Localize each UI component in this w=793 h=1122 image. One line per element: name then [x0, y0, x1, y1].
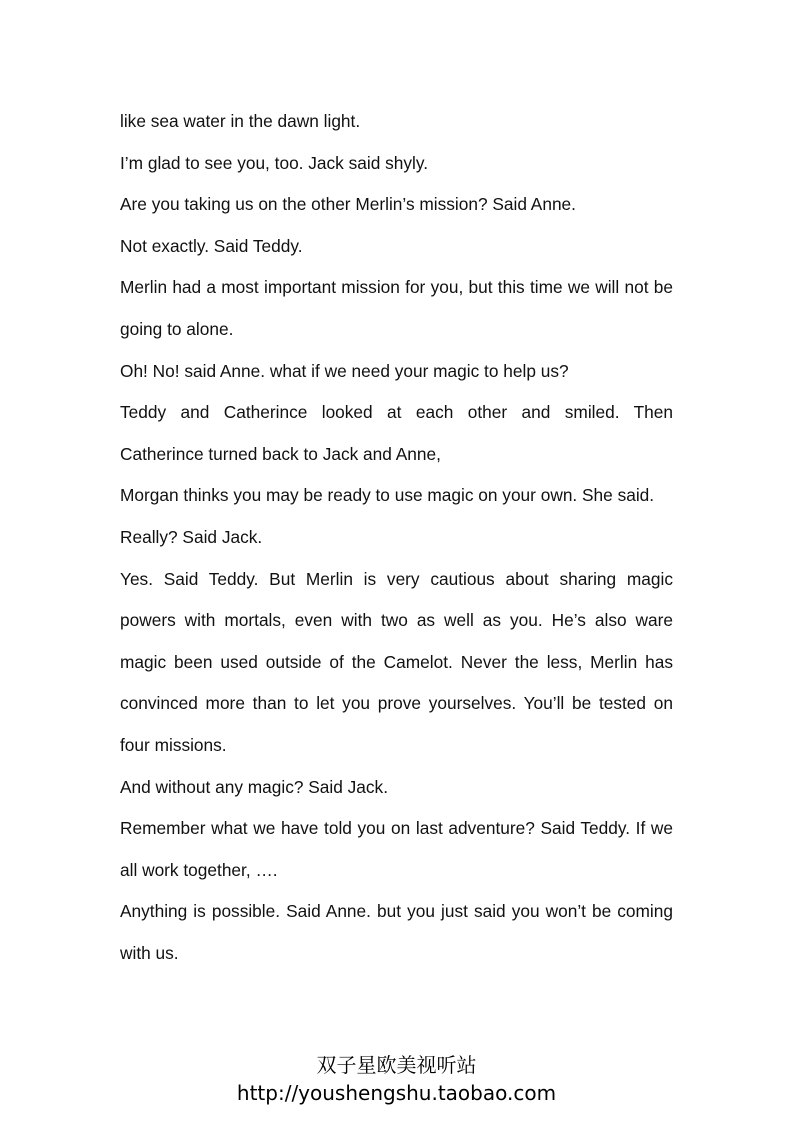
paragraph: Oh! No! said Anne. what if we need your magic to help us?	[120, 360, 569, 381]
page-body	[120, 101, 673, 974]
paragraph: Teddy and Catherince looked at each other and smiled. Then Catherince turned back to Jack and Anne,	[120, 402, 673, 464]
page-footer	[0, 1050, 793, 1106]
paragraph: Anything is possible. Said Anne. but you just said you won’t be coming with us.	[120, 901, 673, 963]
paragraph: Yes. Said Teddy. But Merlin is very cautious about sharing magic powers with mortals, even with two as well as you. He’s also ware magic been used outside of the Camelot. Never the less, Merlin has convinced more than to let you prove yourselves. You’ll be tested on four missions.	[120, 568, 673, 755]
footer-url: http://youshengshu.taobao.com	[236, 1081, 557, 1105]
paragraph: Merlin had a most important mission for you, but this time we will not be going to alone.	[120, 277, 673, 339]
paragraph: Remember what we have told you on last adventure? Said Teddy. If we all work together, ….	[120, 818, 673, 880]
paragraph: Are you taking us on the other Merlin’s mission? Said Anne.	[120, 194, 576, 215]
paragraph: Not exactly. Said Teddy.	[120, 235, 303, 256]
paragraph: Morgan thinks you may be ready to use magic on your own. She said.	[120, 485, 655, 506]
paragraph: I’m glad to see you, too. Jack said shyly.	[120, 152, 429, 173]
paragraph: And without any magic? Said Jack.	[120, 776, 389, 797]
paragraph: Really? Said Jack.	[120, 526, 263, 547]
footer-shop-name: 双子星欧美视听站	[316, 1053, 477, 1077]
paragraph: like sea water in the dawn light.	[120, 111, 361, 131]
